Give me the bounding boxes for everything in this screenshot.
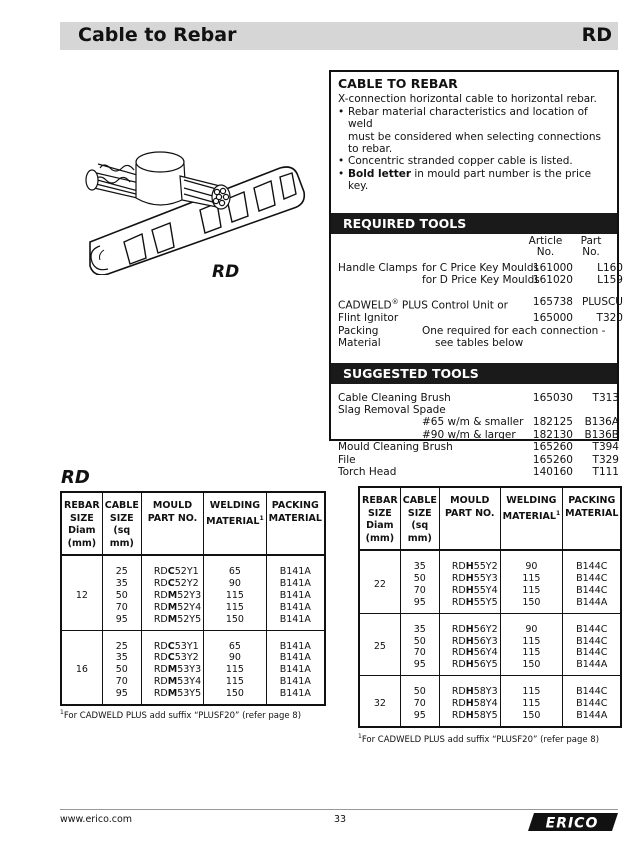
packing-material-cell: B141A B141A B141A B141A B141A [266, 630, 325, 705]
required-tool-row: Packing Material One required for each connection - see tables below [338, 324, 606, 350]
suggested-tools-list [338, 391, 619, 479]
suggested-tool-row [338, 441, 619, 454]
price-key-letter: M [167, 688, 178, 700]
part-number: T313 [592, 391, 619, 404]
cable-size-cell: 25 35 50 70 95 [102, 630, 141, 705]
packing-material-cell: B141A B141A B141A B141A B141A [266, 555, 325, 630]
suggested-tool-row [338, 416, 619, 429]
mould-part-cell: RDH55Y2 RDH55Y3 RDH55Y4 RDH55Y5 [439, 550, 500, 613]
suggested-tool-row [338, 453, 619, 466]
bullet-text: must be considered when selecting connections to rebar. [348, 130, 601, 156]
info-bullet: • Bold letter in mould part number is the price key. [338, 167, 592, 193]
info-box [329, 70, 623, 479]
welding-material-header: WELDING MATERIAL$^1$ [204, 492, 266, 555]
tool-name: Slag Removal Spade [338, 404, 446, 416]
column-header: Part [580, 234, 602, 247]
rebar-size-cell: 16 [61, 630, 102, 705]
article-number: 182125 [532, 416, 573, 429]
erico-logo [526, 811, 620, 833]
info-bullet: • Concentric stranded copper cable is listed. [338, 155, 573, 168]
article-number: 140160 [532, 466, 573, 479]
page-title: Cable to Rebar [78, 24, 237, 46]
article-number: 165260 [532, 441, 573, 454]
column-header: Article [528, 234, 563, 247]
mould-part-cell: RDC52Y1 RDC52Y2 RDM52Y3 RDM52Y4 RDM52Y5 [141, 555, 203, 630]
price-key-letter: M [167, 676, 178, 688]
column-header: No. [582, 246, 600, 259]
bullet-text: Concentric stranded copper cable is listed. [348, 155, 573, 168]
article-number: 182130 [532, 428, 573, 441]
required-tool-row: CADWELD® PLUS Control Unit or 165738 PLUSCU [338, 296, 623, 312]
packing-material-cell: B144C B144C B144C B144A [563, 550, 622, 613]
mould-part-cell: RDC53Y1 RDC53Y2 RDM53Y3 RDM53Y4 RDM53Y5 [141, 630, 203, 705]
info-heading: CABLE TO REBAR [338, 76, 458, 91]
price-key-letter: C [167, 640, 175, 652]
article-number: 165030 [532, 391, 573, 404]
price-key-letter: H [465, 572, 474, 584]
table-row [359, 676, 621, 727]
rebar-size-header: REBAR SIZE Diam (mm) [359, 487, 400, 550]
price-key-letter: M [167, 664, 178, 676]
price-key-letter: H [465, 561, 474, 572]
packing-material-cell: B144C B144C B144C B144A [563, 613, 622, 676]
table-row [359, 613, 621, 676]
price-key-letter: M [167, 589, 178, 601]
left-footnote: $^1$For CADWELD PLUS add suffix “PLUSF20” (refer page 8) [60, 709, 302, 721]
price-key-letter: H [465, 584, 474, 596]
cable-size-header: CABLE SIZE (sq mm) [102, 492, 141, 555]
rebar-size-cell: 12 [61, 555, 102, 630]
page-code: RD [581, 24, 612, 46]
rebar-size-cell: 22 [359, 550, 400, 613]
packing-material-header: PACKING MATERIAL [563, 487, 622, 550]
price-key-letter: H [465, 659, 474, 671]
article-number: 165260 [532, 453, 573, 466]
info-intro: X-connection horizontal cable to horizontal rebar. [338, 93, 597, 106]
suggested-tool-row [338, 391, 619, 404]
price-key-letter: H [465, 635, 474, 647]
packing-material-header: PACKING MATERIAL [266, 492, 325, 555]
required-tool-row: for D Price Key Moulds 161020 L159 [422, 274, 623, 287]
table-header-row [359, 487, 621, 550]
required-tools-column-headers [338, 236, 610, 259]
rebar-size-cell: 25 [359, 613, 400, 676]
part-number: B136A [584, 416, 619, 429]
welding-material-header: WELDING MATERIAL$^1$ [500, 487, 562, 550]
bullet-text: in mould part number is the price key. [348, 167, 592, 193]
price-key-letter: H [465, 623, 474, 635]
required-tool-row: Handle Clamps for C Price Key Moulds 161000 L160 [338, 261, 623, 274]
svg-text:ERICO: ERICO [545, 815, 599, 832]
rebar-size-cell: 32 [359, 676, 400, 727]
right-spec-table [358, 486, 622, 728]
required-tool-row: Flint Ignitor 165000 T320 [338, 312, 623, 325]
table-section-label: RD [61, 467, 90, 488]
tool-name: Torch Head [338, 466, 397, 479]
footer-url[interactable]: www.erico.com [60, 814, 133, 825]
welding-material-cell: 115 115 150 [500, 676, 562, 727]
bullet-bold-text: Bold letter [348, 167, 412, 180]
price-key-letter: H [465, 596, 474, 608]
article-number [527, 404, 573, 416]
suggested-tool-row [338, 404, 610, 416]
price-key-letter: H [465, 686, 474, 698]
part-number: B136B [584, 428, 619, 441]
table-row [61, 555, 325, 630]
title-bar [60, 22, 618, 50]
welding-material-cell: 65 90 115 115 150 [204, 555, 266, 630]
price-key-letter: M [167, 613, 178, 625]
part-number: T329 [592, 453, 619, 466]
column-header: No. [536, 246, 555, 259]
cable-size-cell: 35 50 70 95 [400, 550, 439, 613]
tool-name: Cable Cleaning Brush [338, 391, 451, 404]
tool-name: Mould Cleaning Brush [338, 441, 453, 454]
rebar-size-header: REBAR SIZE Diam (mm) [61, 492, 102, 555]
cable-size-header: CABLE SIZE (sq mm) [400, 487, 439, 550]
welding-material-cell: 90 115 115 150 [500, 550, 562, 613]
suggested-tool-row [338, 466, 619, 479]
price-key-letter: M [167, 601, 178, 613]
part-number: T111 [592, 466, 619, 479]
part-number [573, 404, 619, 416]
welding-material-cell: 65 90 115 115 150 [204, 630, 266, 705]
info-bullet: • Rebar material characteristics and location of weld must be considered when selecting connections to rebar. [338, 105, 601, 156]
price-key-letter: C [167, 566, 175, 577]
tool-name: #90 w/m & larger [422, 428, 516, 441]
cable-size-cell: 25 35 50 70 95 [102, 555, 141, 630]
suggested-tool-row [338, 428, 619, 441]
price-key-letter: H [465, 647, 474, 659]
mould-part-header: MOULD PART NO. [141, 492, 203, 555]
tool-name: File [338, 453, 356, 466]
cable-to-rebar-illustration [80, 150, 310, 275]
required-tools-heading: REQUIRED TOOLS [331, 213, 617, 234]
cable-illustration [86, 152, 230, 209]
tool-name: #65 w/m & smaller [422, 416, 524, 429]
price-key-letter: H [465, 698, 474, 710]
packing-material-cell: B144C B144C B144A [563, 676, 622, 727]
mould-part-header: MOULD PART NO. [439, 487, 500, 550]
footer-divider [60, 809, 618, 810]
part-number: T394 [592, 441, 619, 454]
suggested-tools-heading: SUGGESTED TOOLS [331, 363, 617, 384]
page-number: 33 [334, 814, 347, 825]
cable-size-cell: 50 70 95 [400, 676, 439, 727]
right-footnote: $^1$For CADWELD PLUS add suffix “PLUSF20” (refer page 8) [358, 733, 600, 745]
left-spec-table [60, 491, 326, 706]
price-key-letter: H [465, 710, 474, 722]
table-row [359, 550, 621, 613]
mould-part-cell: RDH56Y2 RDH56Y3 RDH56Y4 RDH56Y5 [439, 613, 500, 676]
table-header-row [61, 492, 325, 555]
price-key-letter: C [167, 652, 175, 664]
mould-part-cell: RDH58Y3 RDH58Y4 RDH58Y5 [439, 676, 500, 727]
bullet-text: Rebar material characteristics and location of weld [348, 105, 588, 131]
price-key-letter: C [167, 577, 175, 589]
illustration-label: RD [212, 262, 240, 282]
cable-size-cell: 35 50 70 95 [400, 613, 439, 676]
table-row [61, 630, 325, 705]
welding-material-cell: 90 115 115 150 [500, 613, 562, 676]
